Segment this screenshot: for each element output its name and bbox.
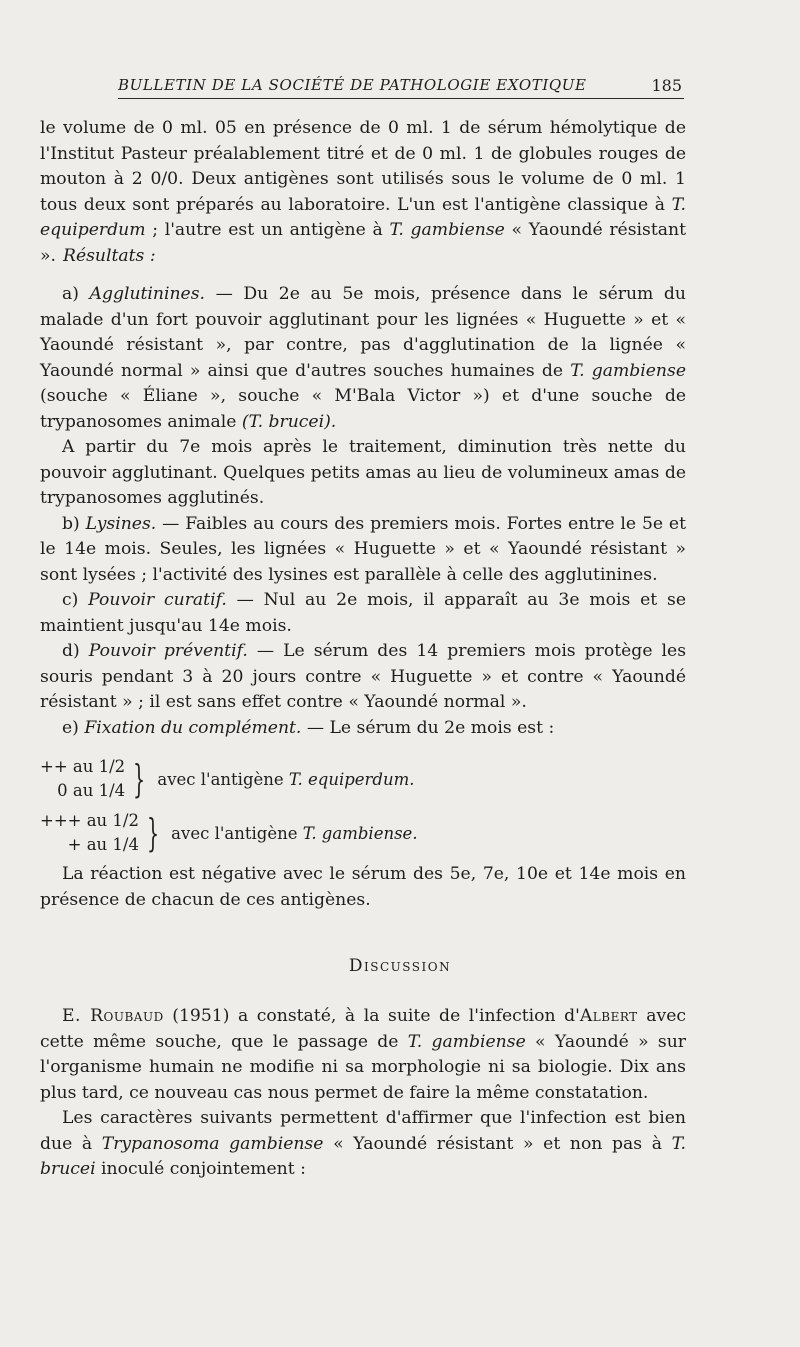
intro-text-c: « Yaoundé résistant ». — [40, 220, 686, 266]
agglutinines-label: Agglutinines. — [89, 284, 206, 304]
complement-fixation-results — [40, 752, 418, 860]
intro-text-a: le volume de 0 ml. 05 en présence de 0 ml. 1 de sérum hémolytique de l'Institut Pasteur préalablement titré et de 0 ml. 1 de globules rouges de mouton à 2 0/0. Deux antigènes sont utilisés sous le volume de 0 ml. 1 tous deux sont préparés au laboratoire. L'un est l'antigène classique à — [40, 118, 686, 215]
preventif-label: Pouvoir préventif. — [88, 641, 248, 661]
antigen-label — [157, 770, 414, 789]
curatif-paragraph — [40, 588, 686, 639]
species-brucei: T. brucei — [40, 1133, 686, 1179]
fixation-paragraph — [40, 716, 686, 742]
agglutinines-paragraph-2: A partir du 7e mois après le traitement, diminution très nette du pouvoir agglutinant. Quelques petits amas au lieu de volumineux amas de trypanosomes agglutinés. — [40, 437, 686, 508]
item-prefix: c) — [62, 590, 89, 610]
author-roubaud: E. Roubaud — [62, 1006, 164, 1026]
titer-line: 0 au 1/4 — [57, 781, 126, 800]
resultats-heading: Résultats : — [63, 246, 156, 266]
page-number: 185 — [651, 76, 682, 95]
species-equiperdum: T. equiperdum. — [288, 769, 415, 789]
titer-line: ++ au 1/2 — [40, 757, 126, 776]
results-section — [40, 282, 686, 741]
species-equiperdum: T. equiperdum — [40, 194, 686, 240]
species-gambiense: T. gambiense — [570, 360, 686, 381]
brace-icon: } — [133, 757, 146, 801]
discussion-text-c: « Yaoundé » sur l'organisme humain ne modifie ni sa morphologie ni sa biologie. Dix ans plus tard, ce nouveau cas nous permet de faire la même constatation. — [40, 1031, 686, 1103]
intro-text-b: ; l'autre est un antigène à — [145, 220, 390, 240]
discussion-section — [40, 1004, 686, 1183]
agglutinines-text-b: (souche « Éliane », souche « M'Bala Victor ») et d'une souche de trypanosomes animale — [40, 386, 686, 432]
curatif-text: — Nul au 2e mois, il apparaît au 3e mois et se maintient jusqu'au 14e mois. — [40, 590, 687, 636]
lysines-text: — Faibles au cours des premiers mois. Fortes entre le 5e et le 14e mois. Seules, les lignées « Huguette » et « Yaoundé résistant » sont lysées ; l'activité des lysines est parallèle à celle des agglutinines. — [40, 513, 687, 585]
item-prefix: b) — [62, 513, 86, 534]
antigen-label — [171, 824, 417, 843]
discussion-text-b: avec cette même souche, que le passage de — [40, 1006, 686, 1052]
preventif-text: — Le sérum des 14 premiers mois protège les souris pendant 3 à 20 jours contre « Huguette » et contre « Yaoundé résistant » ; il est sans effet contre « Yaoundé normal ». — [40, 641, 687, 712]
discussion-text-a: (1951) a constaté, à la suite de l'infection d' — [163, 1006, 580, 1026]
discussion-para2-a: Les caractères suivants permettent d'affirmer que l'infection est bien due à — [40, 1108, 686, 1154]
equiperdum-results — [40, 752, 418, 806]
species-trypanosoma-gambiense: Trypanosoma gambiense — [101, 1133, 324, 1154]
titer-line: +++ au 1/2 — [40, 811, 139, 830]
fixation-text: — Le sérum du 2e mois est : — [301, 717, 555, 738]
running-header — [118, 72, 684, 99]
discussion-paragraph-2 — [40, 1106, 686, 1183]
species-gambiense: T. gambiense — [389, 220, 505, 240]
species-brucei: (T. brucei). — [241, 411, 337, 432]
lysines-label: Lysines. — [85, 513, 157, 534]
item-prefix: a) — [62, 284, 90, 304]
agglutinines-text-a: — Du 2e au 5e mois, présence dans le sérum du malade d'un fort pouvoir agglutinant pour les lignées « Huguette » et « Yaoundé résistant », par contre, pas d'agglutination de la lignée « Yaoundé normal » ainsi que d'autres souches humaines de — [40, 284, 686, 381]
antigen-text: avec l'antigène — [157, 769, 289, 789]
titer-line: + au 1/4 — [67, 835, 139, 854]
fixation-label: Fixation du complément. — [84, 717, 302, 738]
discussion-paragraph-1 — [40, 1004, 686, 1106]
agglutinines-paragraph — [40, 282, 686, 435]
item-prefix: e) — [62, 717, 85, 738]
discussion-para2-c: inoculé conjointement : — [95, 1159, 306, 1179]
species-gambiense: T. gambiense. — [302, 823, 418, 843]
discussion-para2-b: « Yaoundé résistant » et non pas à — [323, 1133, 672, 1154]
author-albert: Albert — [579, 1006, 638, 1026]
reaction-paragraph: La réaction est négative avec le sérum des 5e, 7e, 10e et 14e mois en présence de chacun de ces antigènes. — [40, 864, 686, 910]
running-title: BULLETIN DE LA SOCIÉTÉ DE PATHOLOGIE EXOTIQUE — [118, 76, 587, 94]
antigen-text: avec l'antigène — [171, 823, 303, 843]
brace-icon: } — [147, 811, 160, 855]
lysines-paragraph — [40, 512, 686, 589]
curatif-label: Pouvoir curatif. — [88, 590, 227, 610]
item-prefix: d) — [62, 641, 89, 661]
gambiense-results — [40, 806, 418, 860]
preventif-paragraph — [40, 639, 686, 716]
species-gambiense: T. gambiense — [407, 1031, 526, 1052]
discussion-heading: Discussion — [348, 956, 452, 976]
